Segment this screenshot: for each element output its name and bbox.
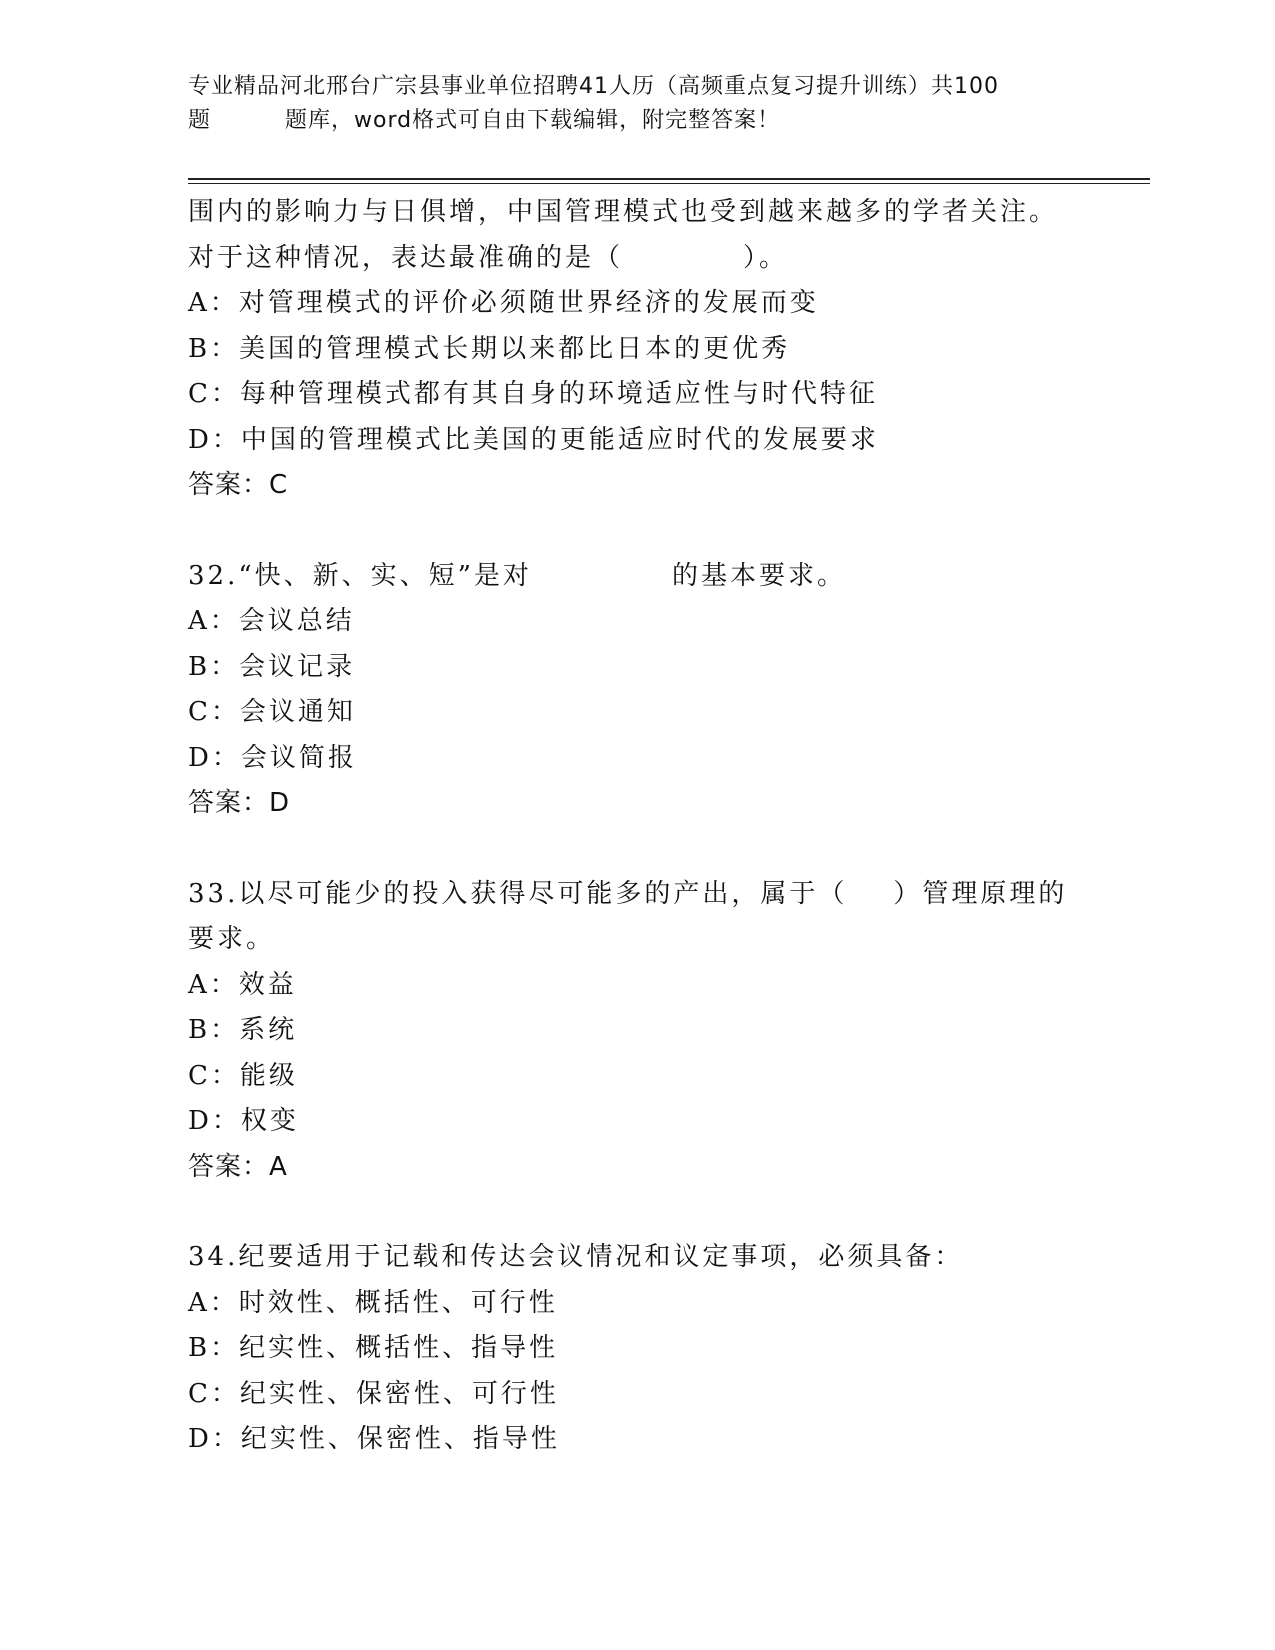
question-32-option-a: A：会议总结	[188, 606, 355, 636]
question-34-stem: 34.纪要适用于记载和传达会议情况和议定事项，必须具备：	[188, 1242, 964, 1272]
header-divider-thin	[188, 183, 1150, 184]
question-34-option-c: C：纪实性、保密性、可行性	[188, 1378, 559, 1409]
question-31-option-b: B：美国的管理模式长期以来都比日本的更优秀	[188, 333, 791, 364]
question-32-stem-part1: 32.“快、新、实、短”是对	[188, 560, 532, 591]
question-34-option-b: B：纪实性、概括性、指导性	[188, 1333, 559, 1363]
question-32	[188, 554, 1148, 827]
header-title-line1: 专业精品河北邢台广宗县事业单位招聘41人历（高频重点复习提升训练）共100	[188, 74, 999, 99]
question-33-option-c: C：能级	[188, 1060, 298, 1091]
question-list	[188, 190, 1148, 1463]
question-33-answer: 答案：A	[188, 1151, 288, 1182]
question-32-option-c: C：会议通知	[188, 697, 356, 727]
question-33-option-b: B：系统	[188, 1015, 298, 1045]
question-31-option-a: A：对管理模式的评价必须随世界经济的发展而变	[188, 288, 819, 318]
question-33-stem-line2: 要求。	[188, 924, 276, 954]
question-34-option-d: D：纪实性、保密性、指导性	[188, 1424, 560, 1454]
question-32-option-b: B：会议记录	[188, 651, 356, 682]
question-31-option-c: C：每种管理模式都有其自身的环境适应性与时代特征	[188, 379, 878, 409]
question-33-stem-part1: 33.以尽可能少的投入获得尽可能多的产出，属于（	[188, 878, 848, 909]
question-31-stem-part2: ）。	[743, 242, 789, 273]
question-31-answer: 答案：C	[188, 470, 289, 500]
question-33-stem-part2: ）管理原理的	[893, 878, 1068, 909]
question-33	[188, 872, 1148, 1191]
header-title-line2-part1: 题	[188, 108, 212, 133]
question-34-option-a: A：时效性、概括性、可行性	[188, 1287, 558, 1318]
question-31-stem-line1: 围内的影响力与日俱增，中国管理模式也受到越来越多的学者关注。	[188, 197, 1059, 227]
question-34	[188, 1235, 1148, 1463]
page-header	[188, 70, 1088, 138]
header-title-line2	[188, 104, 1088, 138]
question-31-option-d: D：中国的管理模式比美国的更能适应时代的发展要求	[188, 424, 879, 455]
question-32-option-d: D：会议简报	[188, 742, 357, 773]
header-divider-thick	[188, 178, 1150, 180]
question-31-stem-line2	[188, 236, 1148, 282]
question-31-stem-part1: 对于这种情况，表达最准确的是（	[188, 242, 624, 273]
question-32-stem-part2: 的基本要求。	[671, 560, 846, 591]
question-33-option-a: A：效益	[188, 969, 297, 1000]
question-32-stem	[188, 554, 1148, 600]
question-31	[188, 190, 1148, 509]
question-33-stem-line1	[188, 872, 1148, 918]
question-32-answer: 答案：D	[188, 788, 291, 818]
question-33-option-d: D：权变	[188, 1106, 299, 1136]
header-title-line2-part2: 题库，word格式可自由下载编辑，附完整答案！	[285, 108, 781, 133]
